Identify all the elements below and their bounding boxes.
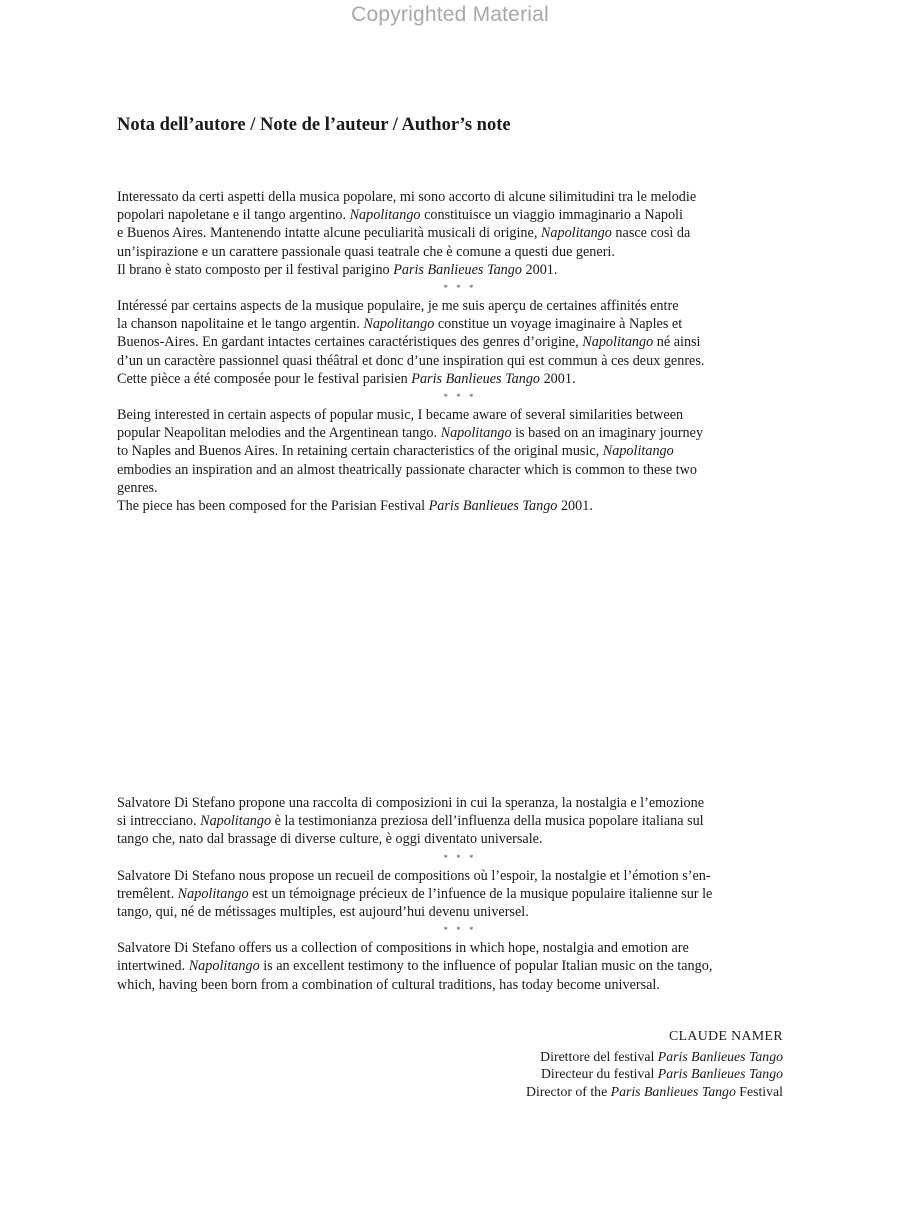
signature-role-english: Director of the Paris Banlieues Tango Festival (525, 1083, 783, 1099)
text-line: Cette pièce a été composée pour le festival parisien Paris Banlieues Tango 2001. (117, 370, 576, 387)
section-separator: * * * (443, 852, 477, 863)
author-note-italian (117, 188, 783, 279)
preface-section (117, 794, 783, 994)
text-line: Buenos-Aires. En gardant intactes certaines caractéristiques des genres d’origine, Napolitango né ainsi (117, 334, 701, 351)
text-line: tremêlent. Napolitango est un témoignage précieux de l’infuence de la musique populaire italienne sur le (117, 885, 713, 902)
preface-french (117, 867, 783, 922)
text-line: d’un un caractère passionnel quasi théâtral et donc d’une inspiration qui est commun à ces deux genres. (117, 352, 705, 369)
text-line: embodies an inspiration and an almost theatrically passionate character which is common to these two (117, 461, 697, 478)
text-line: tango che, nato dal brassage di diverse culture, è oggi diventato universale. (117, 831, 543, 848)
text-line: Salvatore Di Stefano nous propose un recueil de compositions où l’espoir, la nostalgie et l’émotion s’en- (117, 867, 711, 884)
text-line: Intéressé par certains aspects de la musique populaire, je me suis aperçu de certaines affinités entre (117, 298, 679, 315)
text-line: popolari napoletane e il tango argentino. Napolitango constituisce un viaggio immaginario a Napoli (117, 207, 683, 224)
text-line: popular Neapolitan melodies and the Argentinean tango. Napolitango is based on an imaginary journey (117, 425, 704, 442)
text-line: Salvatore Di Stefano offers us a collection of compositions in which hope, nostalgia and emotion are (117, 940, 689, 957)
section-separator: * * * (443, 392, 477, 403)
text-line: Salvatore Di Stefano propone una raccolta di composizioni in cui la speranza, la nostalgia e l’emozione (117, 795, 705, 811)
text-line: The piece has been composed for the Parisian Festival Paris Banlieues Tango 2001. (117, 498, 593, 515)
author-note-english (117, 406, 783, 515)
text-line: e Buenos Aires. Mantenendo intatte alcune peculiarità musicali di origine, Napolitango nasce così da (117, 225, 691, 242)
text-line: tango, qui, né de métissages multiples, est aujourd’hui devenu universel. (117, 904, 529, 921)
text-line: Being interested in certain aspects of popular music, I became aware of several similarities between (117, 407, 684, 424)
text-line: si intrecciano. Napolitango è la testimonianza preziosa dell’influenza della musica popolare italiana sul (117, 813, 704, 830)
text-line: un’ispirazione e un carattere passionale quasi teatrale che è comune a questi due generi. (117, 243, 615, 260)
section-separator: * * * (443, 283, 477, 294)
signature-role-italian: Direttore del festival Paris Banlieues Tango (540, 1048, 783, 1064)
text-line: la chanson napolitaine et le tango argentin. Napolitango constitue un voyage imaginaire à Naples et (117, 316, 683, 333)
author-note-section (117, 188, 783, 515)
signature-role-french: Directeur du festival Paris Banlieues Tango (540, 1066, 783, 1081)
text-line: genres. (117, 479, 158, 496)
author-note-french (117, 297, 783, 388)
text-line: intertwined. Napolitango is an excellent testimony to the influence of popular Italian music on the tango, (117, 958, 713, 975)
signature-name: CLAUDE NAMER (668, 1028, 783, 1043)
text-line: Il brano è stato composto per il festival parigino Paris Banlieues Tango 2001. (117, 261, 558, 278)
section-separator: * * * (443, 925, 477, 936)
signature-block (400, 1027, 783, 1100)
text-line: Interessato da certi aspetti della musica popolare, mi sono accorto di alcune silimitudini tra le melodie (117, 189, 697, 205)
copyright-watermark: Copyrighted Material (351, 3, 549, 26)
page-title: Nota dell’autore / Note de l’auteur / Author’s note (117, 115, 511, 135)
preface-italian (117, 794, 783, 849)
text-line: to Naples and Buenos Aires. In retaining certain characteristics of the original music, Napolitango (117, 443, 674, 460)
text-line: which, having been born from a combination of cultural traditions, has today become universal. (117, 976, 660, 993)
preface-english (117, 939, 783, 994)
